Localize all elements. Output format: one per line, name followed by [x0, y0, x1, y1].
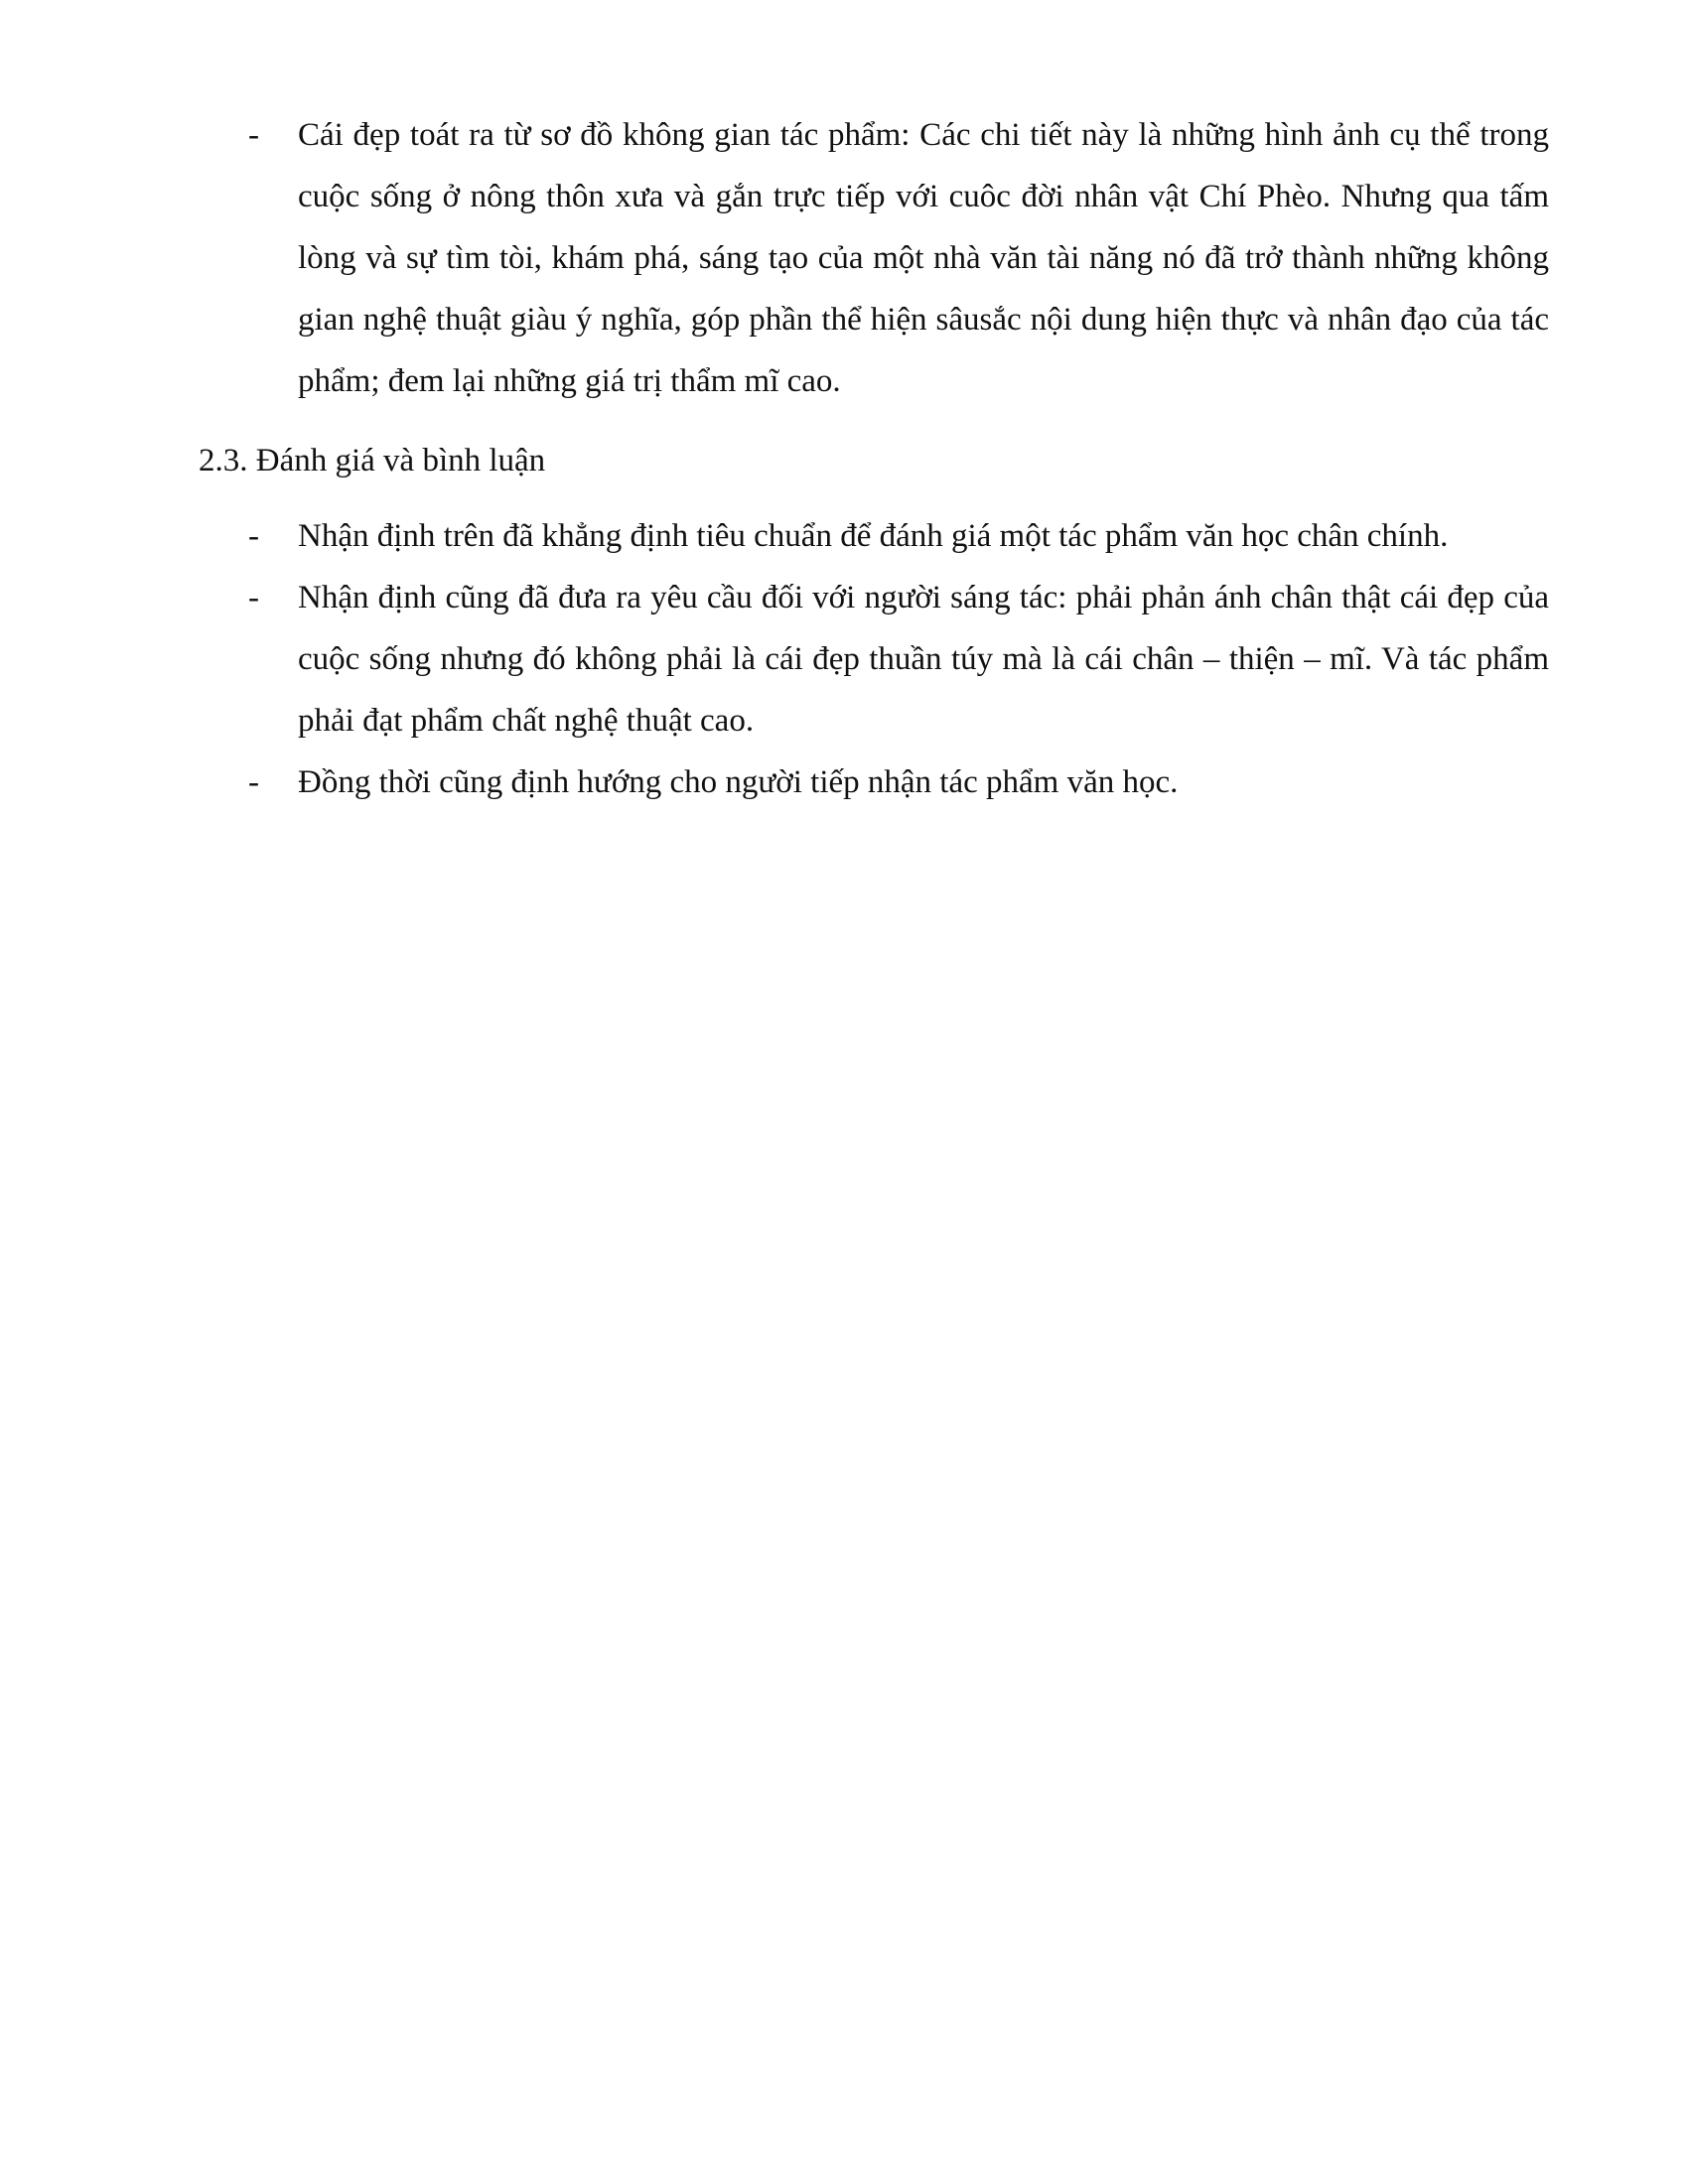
- list-item: [199, 567, 1549, 751]
- list-item: [199, 104, 1549, 412]
- paragraph-text: Nhận định cũng đã đưa ra yêu cầu đối với người sáng tác: phải phản ánh chân thật cái đẹp của cuộc sống nhưng đó không phải là cái đẹp thuần túy mà là cái chân – thiện – mĩ. Và tác phẩm phải đạt phẩm chất nghệ thuật cao.: [298, 580, 1549, 739]
- paragraph-text: Cái đẹp toát ra từ sơ đồ không gian tác phẩm: Các chi tiết này là những hình ảnh cụ thể trong cuộc sống ở nông thôn xưa và gắn trực tiếp với cuôc đời nhân vật Chí Phèo. Nhưng qua tấm lòng và sự tìm tòi, khám phá, sáng tạo của một nhà văn tài năng nó đã trở thành những không gian nghệ thuật giàu ý nghĩa, góp phần thể hiện sâusắc nội dung hiện thực và nhân đạo của tác phẩm; đem lại những giá trị thẩm mĩ cao.: [298, 117, 1549, 399]
- page-content: [199, 104, 1549, 813]
- paragraph-text: Đồng thời cũng định hướng cho người tiếp nhận tác phẩm văn học.: [298, 764, 1179, 800]
- paragraph-text: Nhận định trên đã khẳng định tiêu chuẩn để đánh giá một tác phẩm văn học chân chính.: [298, 518, 1449, 554]
- bullet-marker: -: [248, 518, 259, 554]
- bullet-marker: -: [248, 764, 259, 800]
- evaluation-list: [199, 505, 1549, 813]
- bullet-marker: -: [248, 117, 259, 153]
- section-heading: 2.3. Đánh giá và bình luận: [199, 443, 546, 478]
- bullet-marker: -: [248, 580, 259, 615]
- list-item: [199, 505, 1549, 567]
- list-item: [199, 751, 1549, 813]
